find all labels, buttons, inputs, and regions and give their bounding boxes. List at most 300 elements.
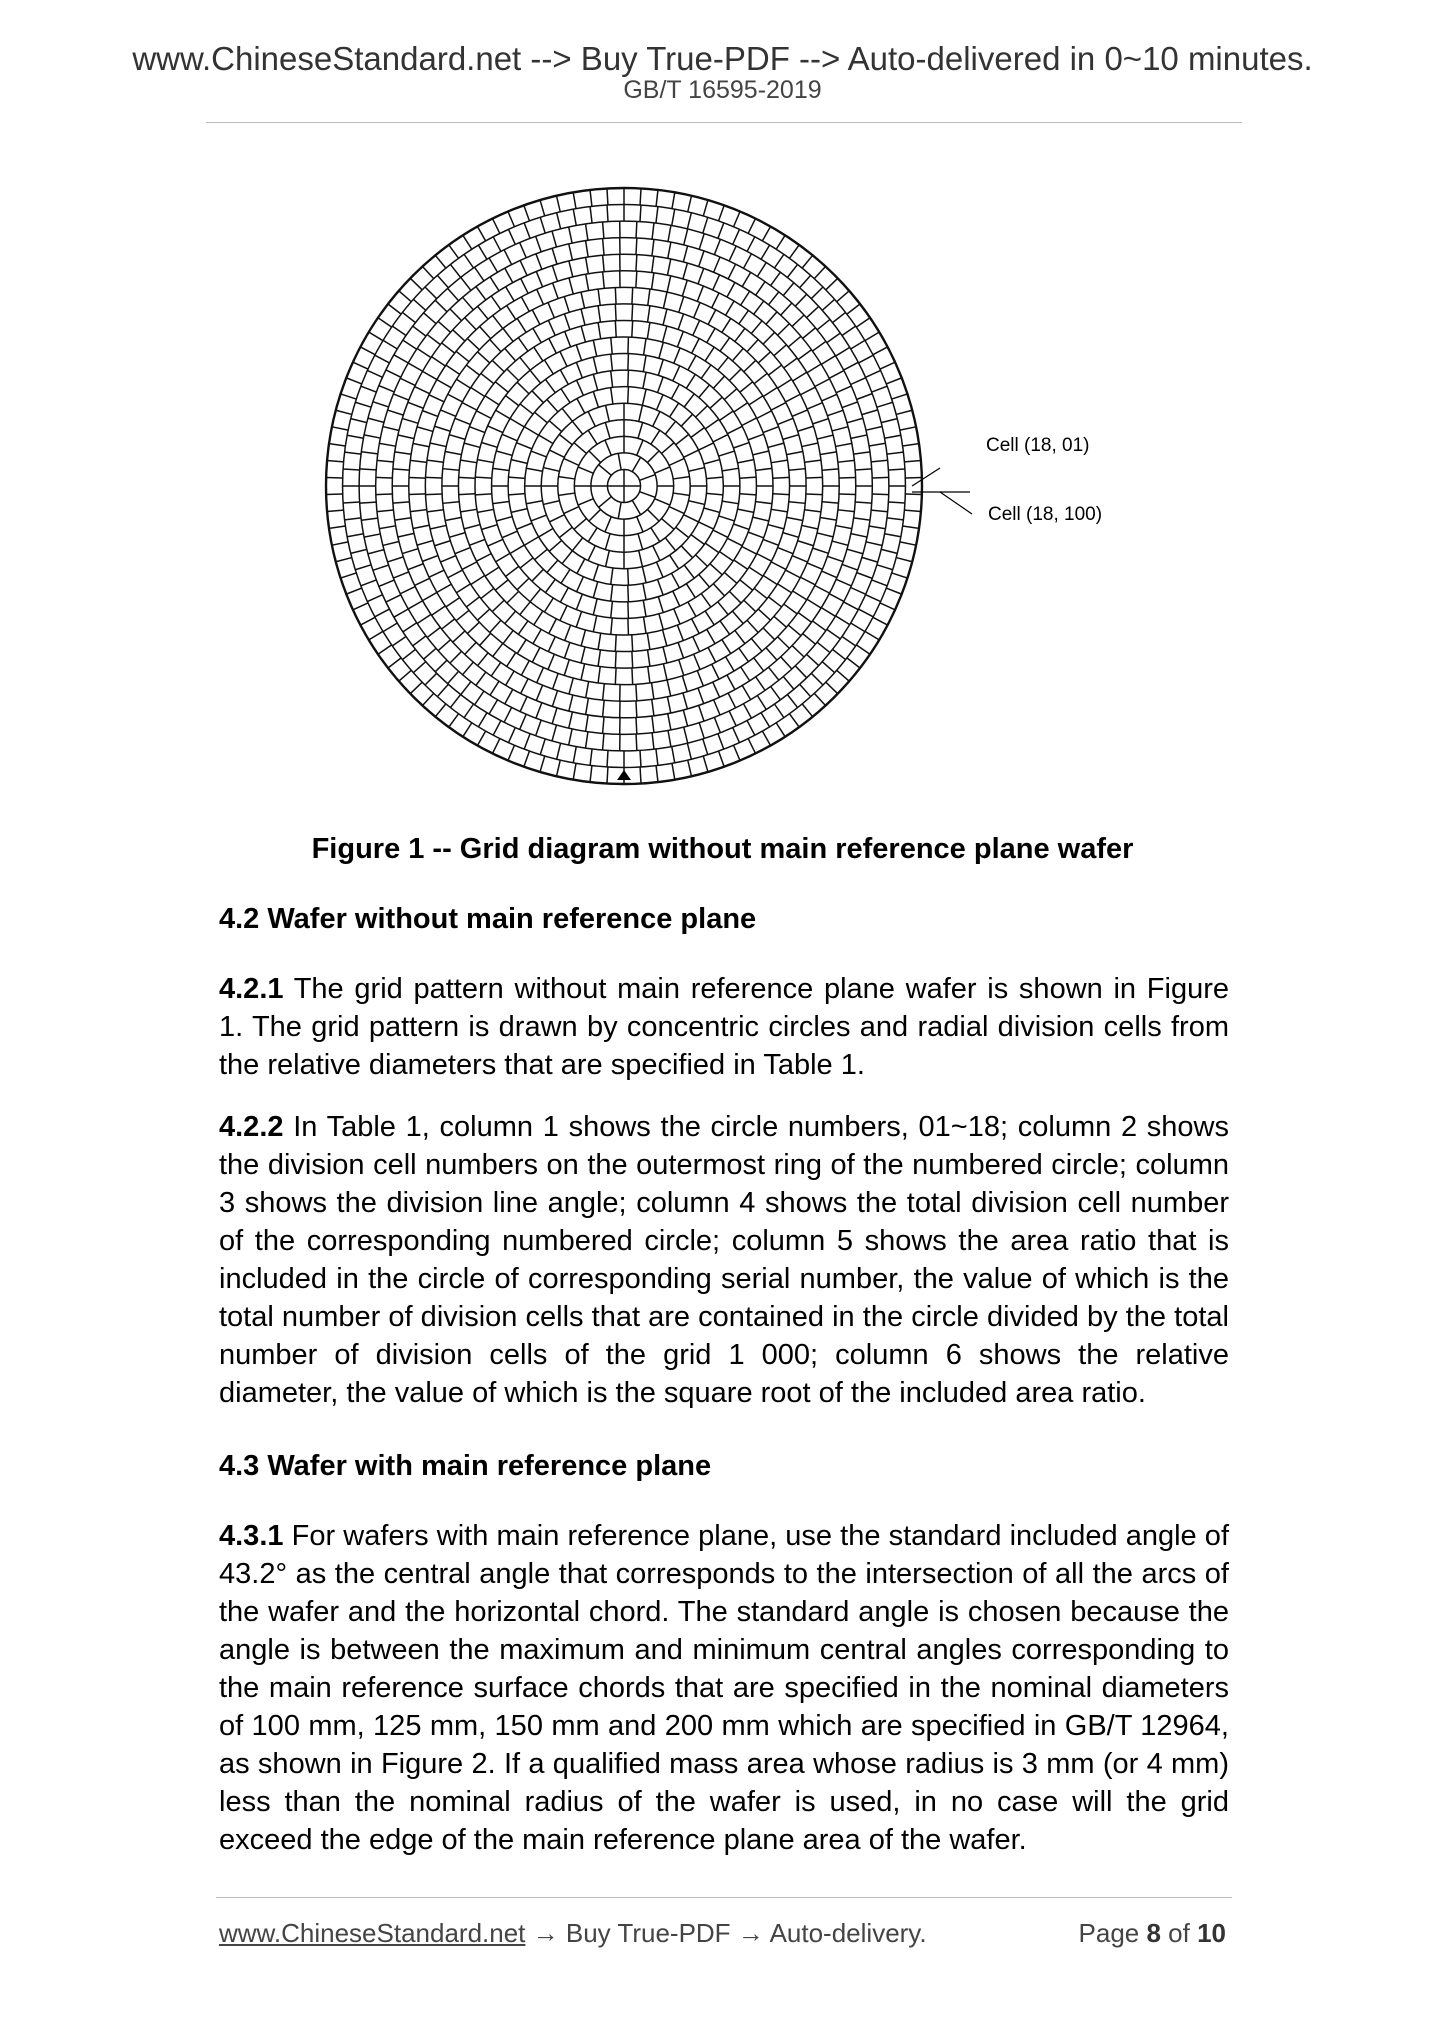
grid-division [768, 525, 784, 529]
grid-division [435, 541, 451, 546]
grid-division [885, 534, 901, 537]
grid-division [505, 348, 516, 361]
grid-division [842, 636, 856, 645]
grid-division [364, 534, 380, 537]
grid-division [437, 584, 451, 592]
header-banner: www.ChineseStandard.net --> Buy True-PDF --> Auto-delivered in 0~10 minutes. [132, 40, 1313, 77]
grid-division [508, 229, 515, 244]
grid-division [699, 385, 710, 398]
grid-division [839, 477, 856, 478]
grid-division [492, 360, 504, 371]
grid-division [459, 494, 476, 495]
grid-division [842, 402, 858, 408]
grid-division [665, 421, 675, 434]
grid-division [807, 599, 821, 608]
grid-division [792, 556, 807, 562]
grid-division [511, 509, 527, 513]
grid-division [771, 460, 787, 463]
grid-division [663, 630, 667, 646]
grid-division [740, 580, 753, 590]
grid-division [603, 272, 605, 288]
grid-division [593, 357, 597, 373]
grid-division [688, 356, 696, 370]
grid-division [703, 739, 708, 755]
grid-division [476, 411, 491, 419]
grid-division [659, 342, 663, 358]
grid-division [844, 602, 859, 610]
grid-division [343, 502, 360, 503]
grid-division [540, 756, 545, 772]
grid-division [628, 370, 629, 387]
grid-division [417, 541, 433, 546]
grid-division [844, 362, 859, 370]
grid-division [413, 443, 429, 446]
grid-division [373, 565, 389, 570]
grid-division [724, 572, 737, 583]
grid-division [598, 633, 601, 649]
grid-division [488, 539, 503, 546]
grid-division [727, 282, 735, 297]
grid-division [756, 502, 772, 504]
grid-division [722, 640, 731, 654]
grid-division [462, 562, 477, 570]
grid-division [445, 452, 461, 455]
grid-division [353, 603, 368, 610]
grid-division [783, 677, 794, 690]
grid-division [562, 408, 572, 421]
grid-division [698, 268, 704, 284]
grid-division [343, 469, 360, 470]
grid-division [718, 602, 728, 615]
grid-division [605, 534, 610, 550]
grid-division [427, 460, 443, 462]
grid-division [398, 533, 414, 537]
grid-division [687, 213, 691, 229]
grid-division [728, 693, 735, 708]
grid-division [491, 662, 500, 676]
grid-division [798, 426, 814, 431]
grid-division [327, 510, 344, 511]
grid-division [754, 301, 764, 314]
grid-division [713, 376, 724, 388]
grid-division [448, 288, 459, 300]
grid-division [859, 355, 874, 363]
grid-division [376, 494, 393, 495]
grid-division [448, 671, 459, 683]
grid-lines [326, 188, 922, 784]
grid-division [548, 302, 554, 317]
grid-division [561, 389, 570, 403]
grid-division [545, 379, 555, 392]
grid-division [886, 588, 901, 594]
grid-division [871, 460, 887, 462]
grid-division [351, 419, 367, 423]
grid-division [605, 422, 610, 438]
grid-division [761, 713, 770, 727]
grid-division [544, 598, 553, 612]
grid-division [521, 279, 528, 294]
grid-division [778, 418, 793, 424]
grid-division [586, 698, 589, 714]
grid-division [729, 711, 736, 726]
grid-division [336, 558, 352, 562]
grid-division [467, 622, 479, 633]
grid-division [506, 396, 519, 406]
grid-division [449, 245, 459, 258]
grid-division [839, 494, 856, 495]
grid-division [552, 725, 557, 741]
grid-division [424, 313, 437, 324]
grid-division [553, 283, 558, 299]
grid-division [360, 469, 377, 470]
grid-division [847, 418, 863, 423]
grid-division [403, 623, 417, 632]
grid-division [655, 467, 670, 473]
grid-division [701, 594, 711, 607]
grid-division [676, 434, 689, 444]
grid-division [417, 427, 433, 432]
grid-division [446, 598, 460, 607]
grid-division [435, 426, 451, 431]
grid-division [549, 619, 557, 634]
grid-division [590, 190, 592, 206]
grid-division [481, 373, 494, 383]
grid-division [669, 458, 684, 465]
grid-division [399, 291, 412, 302]
grid-division [793, 591, 807, 600]
grid-division [719, 516, 735, 521]
grid-division [807, 306, 819, 317]
grid-division [599, 465, 612, 476]
grid-division [904, 461, 921, 462]
grid-division [689, 501, 705, 505]
grid-division [507, 591, 519, 603]
grid-division [427, 510, 443, 512]
grid-division [872, 386, 887, 392]
grid-division [463, 297, 474, 310]
grid-division [383, 541, 399, 545]
grid-division [686, 374, 695, 388]
grid-division [657, 562, 664, 577]
grid-division [667, 697, 670, 713]
grid-division [422, 556, 438, 562]
grid-division [432, 606, 446, 615]
grid-division [847, 549, 863, 554]
grid-division [590, 766, 592, 782]
grid-division [807, 364, 821, 373]
grid-division [683, 263, 688, 279]
grid-division [530, 589, 540, 602]
grid-division [413, 662, 425, 673]
grid-division [836, 579, 851, 586]
grid-division [803, 328, 816, 339]
grid-division [578, 467, 593, 473]
grid-division [682, 676, 687, 692]
grid-division [836, 443, 852, 446]
grid-division [475, 267, 484, 281]
grid-division [800, 387, 815, 395]
grid-division [478, 245, 487, 259]
grid-division [535, 412, 548, 423]
grid-division [395, 452, 411, 454]
grid-division [726, 301, 734, 315]
grid-division [511, 460, 527, 464]
grid-division [536, 236, 542, 252]
grid-division [569, 278, 573, 294]
grid-division [599, 497, 612, 508]
grid-division [437, 684, 448, 696]
grid-division [866, 370, 881, 377]
grid-division [425, 287, 437, 299]
grid-division [640, 492, 656, 498]
grid-division [774, 616, 786, 627]
grid-division [535, 549, 548, 560]
grid-division [781, 303, 792, 315]
grid-division [669, 507, 684, 514]
grid-division [593, 616, 596, 632]
grid-division [815, 379, 830, 387]
grid-division [652, 733, 654, 749]
footer-divider [216, 1897, 1232, 1898]
grid-division [506, 566, 519, 576]
grid-division [632, 651, 633, 668]
grid-division [696, 406, 708, 417]
grid-division [569, 712, 573, 728]
grid-division [572, 538, 582, 551]
grid-division [756, 468, 772, 470]
grid-division [558, 477, 574, 479]
grid-division [866, 542, 882, 546]
grid-division [569, 678, 573, 694]
grid-division [814, 266, 825, 278]
grid-division [643, 600, 646, 616]
grid-division [398, 435, 414, 439]
grid-division [402, 649, 415, 659]
grid-division [489, 258, 497, 272]
grid-division [547, 560, 558, 572]
grid-division [652, 256, 654, 272]
grid-division [754, 588, 767, 598]
grid-division [520, 357, 530, 370]
grid-division [822, 469, 839, 470]
paragraph-text: The grid pattern without main reference plane wafer is shown in Figure 1. The grid pattern is drawn by concentric circles and radial division cells from the relative diameters that are specified in Table 1. [219, 973, 1229, 1081]
grid-division [496, 517, 512, 521]
grid-division [450, 264, 460, 277]
grid-division [399, 670, 412, 681]
grid-division [518, 338, 528, 351]
footer-site-link[interactable]: www.ChineseStandard.net [219, 1918, 526, 1948]
grid-division [549, 540, 561, 551]
grid-division [822, 299, 834, 310]
grid-division [735, 630, 745, 643]
grid-division [417, 614, 431, 623]
grid-division [821, 356, 835, 365]
grid-division [402, 549, 418, 554]
grid-division [705, 347, 714, 361]
grid-division [526, 468, 542, 471]
grid-division [748, 219, 755, 234]
grid-division [688, 760, 692, 776]
grid-division [888, 469, 905, 470]
grid-division [388, 557, 404, 562]
grid-division [425, 673, 437, 685]
grid-division [800, 275, 811, 287]
grid-division [656, 207, 658, 223]
grid-division [448, 570, 463, 578]
grid-division [581, 647, 585, 663]
grid-division [747, 620, 758, 632]
grid-division [688, 196, 692, 212]
grid-division [640, 475, 656, 481]
grid-division [423, 371, 437, 379]
grid-division [496, 410, 510, 418]
grid-division [776, 235, 785, 249]
grid-division [573, 763, 576, 779]
grid-division [742, 685, 750, 699]
grid-division [651, 430, 660, 444]
grid-division [806, 477, 823, 478]
grid-division [724, 389, 737, 400]
grid-division [449, 435, 465, 440]
grid-division [520, 558, 533, 568]
grid-division [788, 336, 801, 347]
grid-division [806, 494, 823, 495]
grid-division [435, 255, 445, 268]
grid-division [598, 322, 601, 338]
grid-division [726, 657, 734, 671]
grid-division [822, 394, 837, 401]
grid-division [865, 332, 879, 341]
grid-division [740, 494, 757, 495]
grid-division [553, 673, 558, 689]
grid-division [903, 526, 919, 528]
notch-marker [617, 770, 631, 780]
grid-division [410, 460, 426, 462]
grid-division [771, 272, 781, 285]
grid-division [423, 266, 434, 278]
grid-division [378, 318, 392, 327]
grid-division [815, 585, 830, 593]
grid-division [747, 721, 755, 736]
grid-division [329, 444, 345, 446]
grid-division [611, 388, 613, 404]
grid-division [510, 419, 524, 427]
grid-division [888, 502, 905, 503]
grid-division [671, 573, 679, 588]
grid-division [710, 397, 722, 408]
grid-division [872, 580, 887, 586]
grid-division [524, 537, 538, 545]
grid-division [506, 671, 514, 685]
grid-division [733, 229, 740, 244]
grid-division [611, 585, 613, 601]
grid-division [714, 700, 720, 715]
grid-division [658, 377, 664, 393]
grid-division [784, 358, 797, 368]
grid-division [734, 560, 748, 569]
grid-division [763, 427, 778, 433]
grid-division [673, 493, 689, 495]
grid-division [505, 268, 513, 283]
grid-division [742, 418, 757, 426]
grid-division [543, 501, 559, 505]
grid-division [783, 533, 799, 538]
grid-division [636, 221, 637, 238]
grid-division [722, 318, 731, 332]
grid-division [900, 427, 916, 430]
grid-division [593, 565, 598, 581]
grid-division [628, 387, 629, 404]
grid-division [826, 278, 838, 290]
grid-division [581, 630, 585, 646]
grid-division [536, 720, 542, 736]
grid-division [559, 527, 572, 537]
grid-division [787, 517, 803, 520]
grid-division [707, 328, 715, 342]
grid-division [400, 378, 415, 385]
grid-division [611, 618, 612, 634]
grid-division [410, 682, 422, 694]
grid-division [763, 539, 778, 545]
grid-division [565, 625, 571, 640]
grid-division [462, 403, 477, 411]
grid-division [536, 685, 542, 700]
grid-division [510, 545, 524, 553]
grid-division [638, 422, 643, 438]
grid-division [753, 517, 769, 521]
grid-division [699, 705, 704, 721]
grid-division [493, 643, 503, 656]
grid-division [539, 435, 553, 443]
grid-division [751, 321, 762, 334]
grid-division [505, 611, 516, 624]
grid-division [476, 287, 486, 300]
grid-division [394, 609, 408, 617]
grid-division [637, 440, 643, 455]
grid-division [776, 723, 785, 737]
grid-division [456, 379, 470, 388]
grid-division [355, 402, 371, 407]
grid-division [355, 565, 371, 570]
grid-division [713, 275, 720, 290]
grid-division [722, 501, 738, 504]
grid-division [904, 510, 921, 511]
grid-division [379, 443, 395, 446]
grid-division [581, 664, 585, 680]
grid-division [636, 717, 637, 734]
grid-division [532, 569, 544, 581]
grid-division [663, 664, 667, 680]
grid-division [466, 597, 479, 607]
grid-division [446, 365, 460, 374]
grid-division [361, 386, 376, 392]
grid-division [576, 594, 582, 609]
grid-division [718, 357, 728, 370]
grid-division [740, 477, 757, 478]
grid-division [636, 701, 637, 718]
grid-division [464, 525, 480, 529]
grid-division [805, 460, 821, 462]
grid-division [719, 205, 725, 221]
grid-division [684, 450, 699, 457]
grid-division [559, 434, 572, 444]
grid-division [482, 442, 498, 447]
grid-division [569, 244, 573, 260]
grid-division [502, 531, 517, 537]
grid-division [705, 419, 719, 429]
grid-division [778, 324, 790, 336]
grid-division [687, 743, 691, 759]
